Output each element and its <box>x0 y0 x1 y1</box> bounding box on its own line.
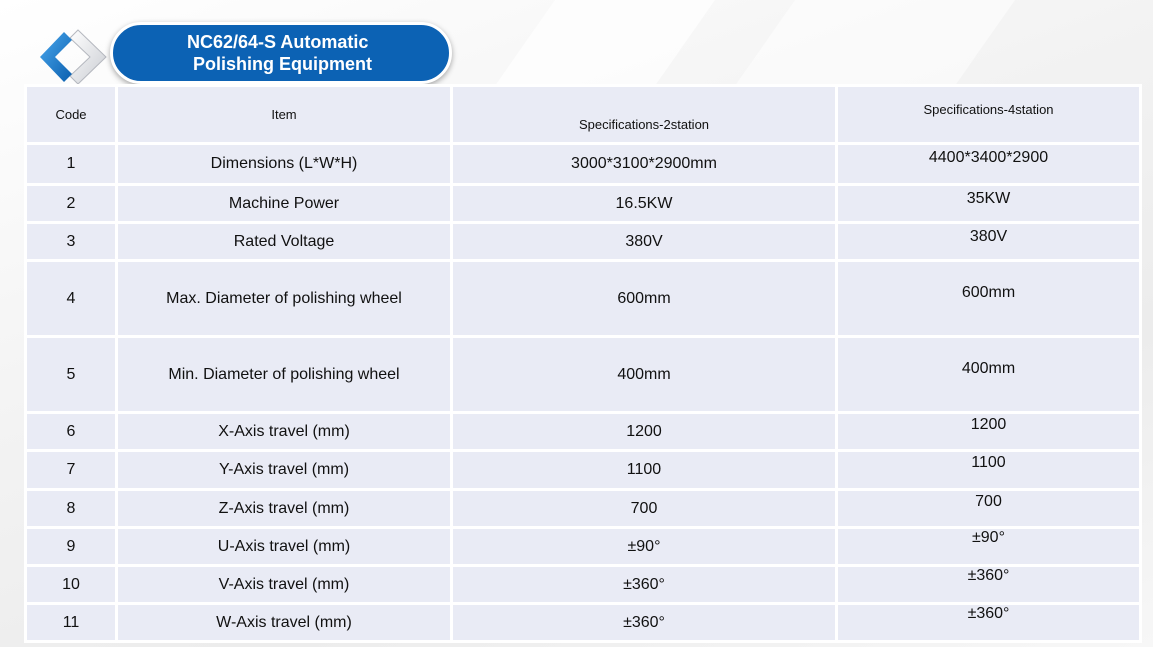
cell-spec-2station: ±360° <box>452 566 837 604</box>
table-row <box>26 604 1141 642</box>
cell-code: 11 <box>26 604 117 642</box>
cell-code: 8 <box>26 490 117 528</box>
table-row <box>26 337 1141 413</box>
table-row <box>26 413 1141 451</box>
cell-spec-4station <box>837 604 1141 642</box>
cell-code: 7 <box>26 451 117 490</box>
table-row <box>26 451 1141 490</box>
cell-item: U-Axis travel (mm) <box>117 528 452 566</box>
cell-spec-4station-value: ±360° <box>967 605 1010 622</box>
page-title <box>110 22 452 84</box>
cell-spec-2station: 1200 <box>452 413 837 451</box>
cell-code: 2 <box>26 185 117 223</box>
header-item <box>117 86 452 144</box>
logo <box>40 28 110 86</box>
cell-code: 3 <box>26 223 117 261</box>
cell-spec-4station <box>837 451 1141 490</box>
header-code-label: Code <box>55 107 87 122</box>
cell-spec-4station <box>837 413 1141 451</box>
cell-item: Z-Axis travel (mm) <box>117 490 452 528</box>
cell-item: X-Axis travel (mm) <box>117 413 452 451</box>
header-item-label: Item <box>271 107 297 122</box>
cell-spec-2station: 16.5KW <box>452 185 837 223</box>
cell-item: W-Axis travel (mm) <box>117 604 452 642</box>
cell-spec-4station-value: ±90° <box>972 529 1005 546</box>
cell-spec-4station <box>837 261 1141 337</box>
cell-spec-2station: ±360° <box>452 604 837 642</box>
cell-item: Rated Voltage <box>117 223 452 261</box>
table-row <box>26 144 1141 185</box>
header-spec-4station <box>837 86 1141 144</box>
cell-item: Min. Diameter of polishing wheel <box>117 337 452 413</box>
title-line-2: Polishing Equipment <box>193 54 372 74</box>
header-spec-2station-label: Specifications-2station <box>578 117 710 132</box>
cell-spec-2station: ±90° <box>452 528 837 566</box>
cell-spec-2station: 700 <box>452 490 837 528</box>
cell-code: 10 <box>26 566 117 604</box>
cell-spec-4station-value: 600mm <box>961 284 1016 301</box>
cell-spec-4station <box>837 185 1141 223</box>
title-line-1: NC62/64-S Automatic <box>187 32 369 52</box>
cell-spec-4station <box>837 337 1141 413</box>
cell-code: 5 <box>26 337 117 413</box>
header-spec-2station <box>452 86 837 144</box>
cell-item: V-Axis travel (mm) <box>117 566 452 604</box>
cell-spec-2station: 3000*3100*2900mm <box>452 144 837 185</box>
cell-spec-4station-value: 380V <box>969 228 1008 245</box>
table-row <box>26 490 1141 528</box>
cell-spec-4station-value: 4400*3400*2900 <box>928 149 1049 166</box>
cell-spec-4station-value: 1100 <box>971 454 1006 471</box>
cell-spec-4station-value: 700 <box>975 493 1002 510</box>
table-row <box>26 223 1141 261</box>
chevron-left-icon <box>40 28 110 86</box>
cell-spec-2station: 380V <box>452 223 837 261</box>
table-row <box>26 566 1141 604</box>
specifications-table <box>24 84 1142 643</box>
cell-code: 9 <box>26 528 117 566</box>
cell-spec-2station: 1100 <box>452 451 837 490</box>
header-spec-4station-label: Specifications-4station <box>923 102 1054 117</box>
table-row <box>26 528 1141 566</box>
cell-item: Max. Diameter of polishing wheel <box>117 261 452 337</box>
header-code <box>26 86 117 144</box>
cell-item: Dimensions (L*W*H) <box>117 144 452 185</box>
cell-item: Y-Axis travel (mm) <box>117 451 452 490</box>
cell-code: 4 <box>26 261 117 337</box>
cell-spec-2station: 400mm <box>452 337 837 413</box>
table-header-row <box>26 86 1141 144</box>
cell-spec-4station-value: 1200 <box>970 416 1007 433</box>
cell-spec-4station-value: 35KW <box>966 190 1011 207</box>
cell-spec-4station <box>837 528 1141 566</box>
cell-code: 1 <box>26 144 117 185</box>
cell-item: Machine Power <box>117 185 452 223</box>
cell-spec-4station <box>837 144 1141 185</box>
table-row <box>26 185 1141 223</box>
cell-spec-4station-value: ±360° <box>967 567 1010 584</box>
cell-spec-4station <box>837 490 1141 528</box>
cell-spec-4station <box>837 223 1141 261</box>
cell-spec-4station-value: 400mm <box>961 360 1016 377</box>
table-row <box>26 261 1141 337</box>
cell-spec-2station: 600mm <box>452 261 837 337</box>
cell-code: 6 <box>26 413 117 451</box>
cell-spec-4station <box>837 566 1141 604</box>
